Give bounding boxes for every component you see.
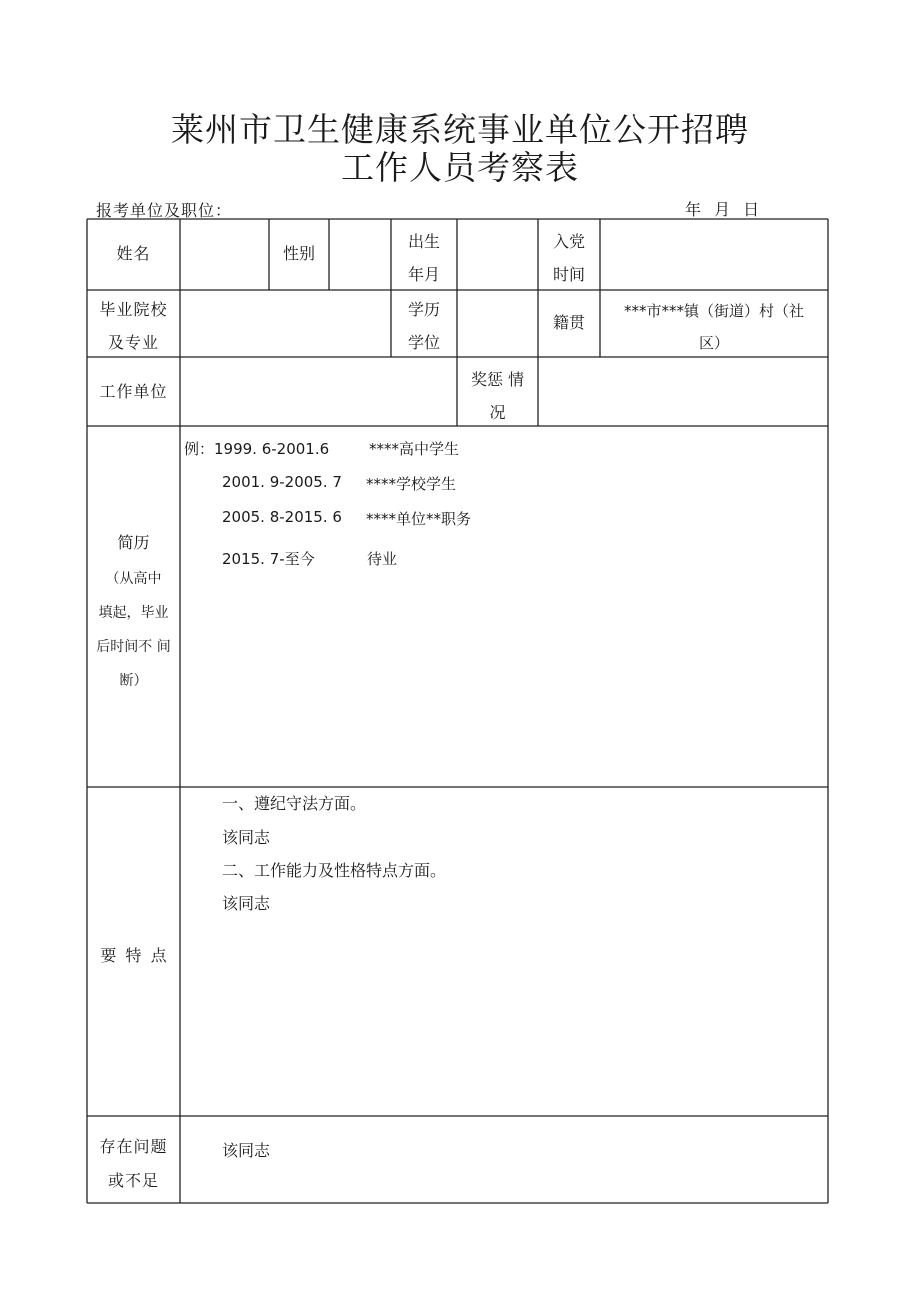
school-label-1: 毕业院校	[99, 300, 168, 319]
party-label-2: 时间	[552, 265, 585, 284]
party-label-1: 入党	[552, 232, 585, 251]
resume-entry-desc: ****学校学生	[366, 475, 457, 493]
resume-note-2: 填起，毕业	[98, 605, 169, 621]
features-label: 要 特 点	[100, 946, 167, 965]
school-label-2: 及专业	[107, 333, 159, 352]
features-text-2: 该同志	[222, 894, 271, 913]
date-label: 年 月 日	[685, 200, 760, 219]
native-value-line2: 区）	[698, 334, 729, 352]
resume-entry-desc: ****高中学生	[369, 440, 460, 458]
native-value-line1: ***市***镇（街道）村（社	[623, 302, 804, 320]
work-unit-label: 工作单位	[99, 382, 168, 401]
native-label: 籍贯	[552, 313, 585, 332]
features-text-1: 该同志	[222, 828, 271, 847]
resume-entry-period: 2015. 7-至今	[222, 550, 315, 568]
resume-entry-desc: 待业	[367, 550, 398, 568]
issues-label-2: 或不足	[107, 1171, 159, 1190]
birth-label-1: 出生	[407, 232, 440, 251]
apply-position-label: 报考单位及职位：	[96, 201, 233, 220]
features-heading-2: 二、工作能力及性格特点方面。	[222, 861, 447, 880]
resume-note-1: （从高中	[105, 571, 162, 587]
reward-label-1: 奖惩 情	[470, 370, 525, 389]
issues-text: 该同志	[222, 1141, 271, 1160]
edu-label-1: 学历	[407, 300, 440, 319]
resume-entry-period: 2001. 9-2005. 7	[222, 473, 342, 491]
resume-entry-period: 例：1999. 6-2001.6	[184, 440, 330, 458]
reward-label-2: 况	[489, 403, 506, 422]
resume-note-4: 断）	[119, 673, 148, 689]
features-heading-1: 一、遵纪守法方面。	[222, 794, 367, 813]
page-title-line1: 莱州市卫生健康系统事业单位公开招聘	[171, 110, 749, 149]
name-label: 姓名	[116, 244, 151, 263]
resume-label: 简历	[117, 533, 150, 552]
resume-entry-period: 2005. 8-2015. 6	[222, 508, 342, 526]
gender-label: 性别	[282, 244, 315, 263]
edu-label-2: 学位	[407, 333, 440, 352]
resume-entry-desc: ****单位**职务	[366, 510, 472, 528]
resume-note-3: 后时间不 间	[96, 639, 171, 655]
page-title-line2: 工作人员考察表	[341, 148, 579, 187]
birth-label-2: 年月	[407, 265, 440, 284]
issues-label-1: 存在问题	[99, 1137, 168, 1156]
